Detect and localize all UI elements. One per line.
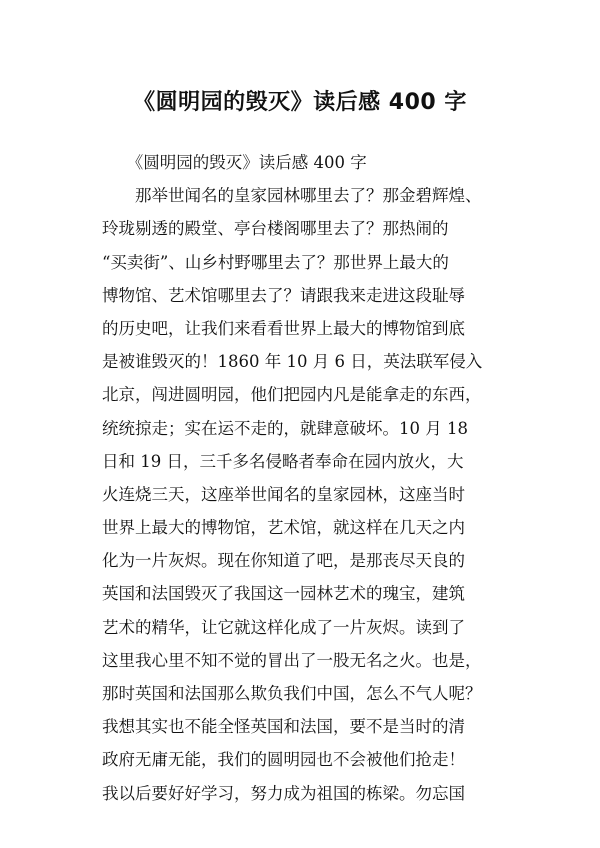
essay-line: 那举世闻名的皇家园林哪里去了？那金碧辉煌、: [102, 186, 482, 206]
essay-line: 政府无庸无能，我们的圆明园也不会被他们抢走！: [102, 750, 465, 770]
essay-line: 我以后要好好学习，努力成为祖国的栋梁。勿忘国: [102, 783, 465, 803]
essay-line: 统统掠走；实在运不走的，就肆意破坏。10 月 18: [102, 418, 468, 438]
essay-line: 的历史吧，让我们来看看世界上最大的博物馆到底: [102, 318, 465, 338]
essay-line: 《圆明园的毁灭》读后感 400 字: [102, 153, 367, 172]
essay-line: 玲珑剔透的殿堂、亭台楼阁哪里去了？那热闹的: [102, 219, 449, 239]
essay-line: 火连烧三天，这座举世闻名的皇家园林，这座当时: [102, 484, 465, 504]
essay-line: “买卖街”、山乡村野哪里去了？那世界上最大的: [102, 252, 449, 272]
essay-body: [102, 146, 500, 810]
page-title: 《圆明园的毁灭》读后感 400 字: [133, 89, 467, 115]
essay-line: 日和 19 日，三千多名侵略者奉命在园内放火，大: [102, 451, 464, 471]
essay-line: 这里我心里不知不觉的冒出了一股无名之火。也是，: [102, 650, 482, 670]
essay-line: 世界上最大的博物馆，艺术馆，就这样在几天之内: [102, 518, 465, 538]
essay-line: 那时英国和法国那么欺负我们中国，怎么不气人呢？: [102, 684, 482, 703]
essay-line: 化为一片灰烬。现在你知道了吧，是那丧尽天良的: [102, 551, 465, 571]
essay-line: 是被谁毁灭的！1860 年 10 月 6 日，英法联军侵入: [102, 352, 483, 372]
essay-line: 我想其实也不能全怪英国和法国，要不是当时的清: [102, 717, 465, 737]
essay-line: 博物馆、艺术馆哪里去了？请跟我来走进这段耻辱: [102, 285, 465, 305]
essay-line: 艺术的精华，让它就这样化成了一片灰烬。读到了: [102, 617, 465, 637]
essay-line: 北京，闯进圆明园，他们把园内凡是能拿走的东西，: [102, 385, 482, 405]
essay-line: 英国和法国毁灭了我国这一园林艺术的瑰宝，建筑: [102, 584, 465, 604]
